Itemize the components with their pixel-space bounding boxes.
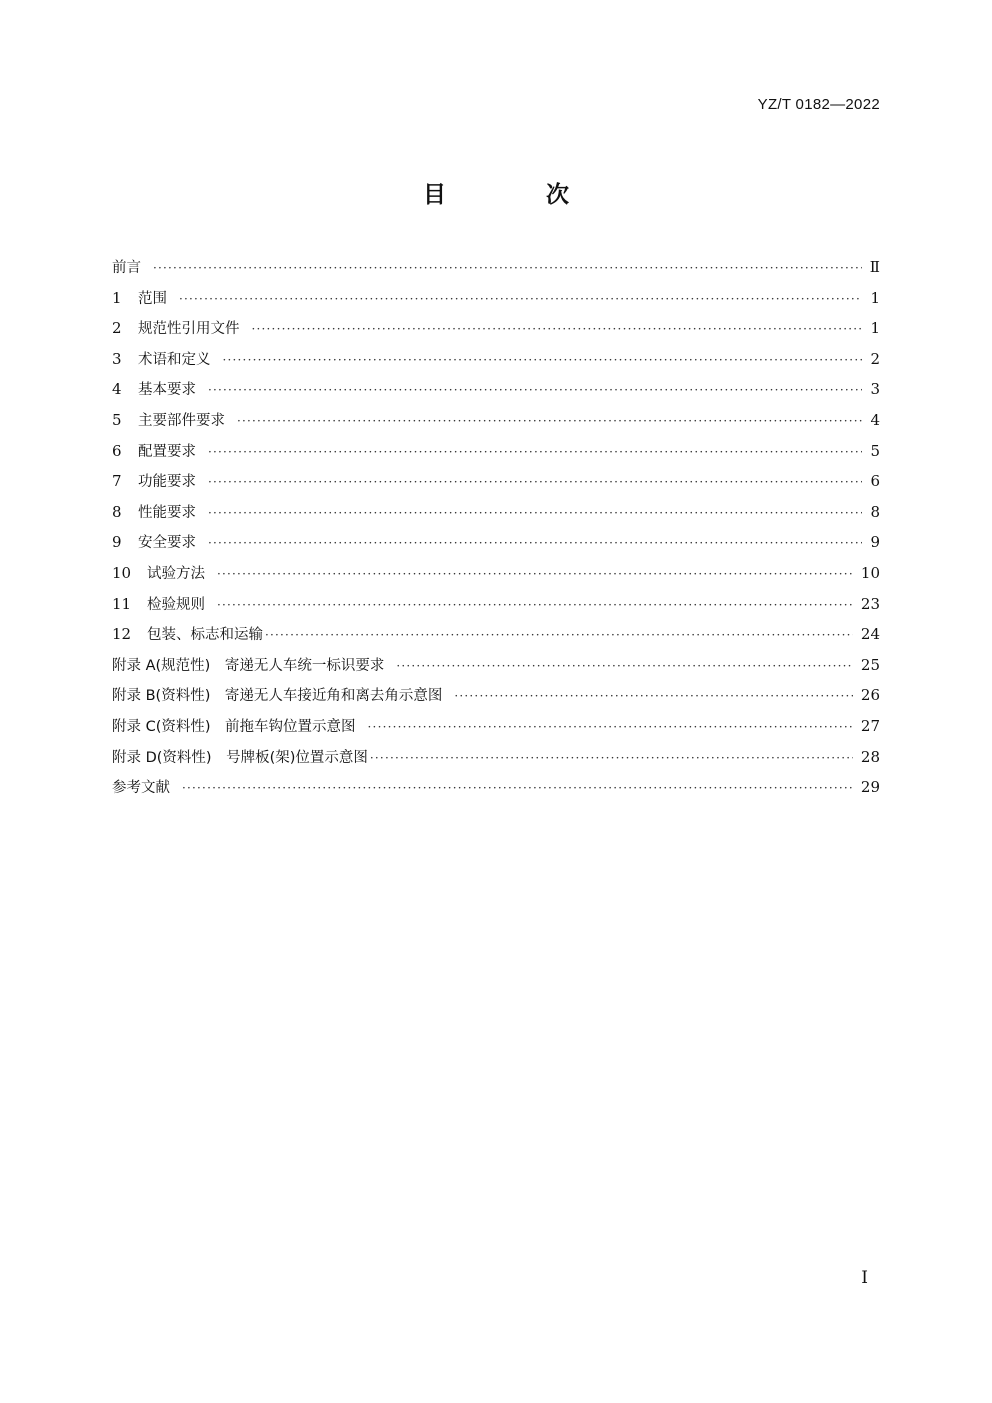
toc-leader-dots	[208, 445, 862, 459]
table-of-contents	[112, 256, 880, 807]
toc-entry-label: 附录 D(资料性) 号牌板(架)位置示意图	[112, 749, 368, 766]
toc-page-number: 2	[870, 349, 880, 368]
toc-entry-label: 术语和定义	[138, 351, 211, 368]
toc-section-number: 7	[112, 472, 122, 491]
document-code: YZ/T 0182—2022	[757, 96, 880, 113]
toc-entry-6[interactable]	[112, 440, 880, 471]
toc-leader-dots	[223, 353, 863, 367]
toc-leader-dots	[368, 720, 853, 734]
toc-page-number: 24	[860, 625, 880, 644]
toc-leader-dots	[396, 659, 853, 673]
toc-section-number: 1	[112, 288, 122, 307]
toc-entry-label: 试验方法	[147, 565, 205, 582]
toc-section-number: 10	[112, 563, 132, 582]
toc-page-number: 3	[870, 380, 880, 399]
toc-page-number: 6	[870, 472, 880, 491]
toc-leader-dots	[370, 751, 853, 765]
toc-leader-dots	[252, 322, 863, 336]
toc-entry-label: 性能要求	[138, 504, 196, 521]
toc-entry-label: 配置要求	[138, 443, 196, 460]
toc-page-number: 26	[860, 686, 880, 705]
toc-entry-2[interactable]	[112, 317, 880, 348]
toc-page-number: 28	[860, 747, 880, 766]
toc-leader-dots	[179, 292, 862, 306]
toc-entry-label: 包装、标志和运输	[147, 627, 263, 644]
page-number: I	[861, 1268, 868, 1288]
toc-section-number: 2	[112, 319, 122, 338]
toc-entry-8[interactable]	[112, 501, 880, 532]
toc-entry-label: 附录 A(规范性) 寄递无人车统一标识要求	[112, 657, 385, 674]
toc-entry-label: 主要部件要求	[138, 412, 225, 429]
page-title: 目 次	[422, 182, 615, 208]
toc-section-number: 5	[112, 410, 122, 429]
toc-page-number: 9	[870, 533, 880, 552]
toc-entry-7[interactable]	[112, 470, 880, 501]
toc-leader-dots	[217, 598, 853, 612]
toc-entry-label: 附录 C(资料性) 前拖车钩位置示意图	[112, 718, 356, 735]
toc-entry-appendix-d[interactable]	[112, 746, 880, 777]
toc-page-number: 8	[870, 502, 880, 521]
toc-entry-label: 参考文献	[112, 780, 170, 797]
toc-leader-dots	[208, 383, 862, 397]
toc-entry-12[interactable]	[112, 623, 880, 654]
toc-section-number: 12	[112, 625, 132, 644]
toc-entry-9[interactable]	[112, 531, 880, 562]
toc-entry-bibliography[interactable]	[112, 776, 880, 807]
toc-entry-label: 附录 B(资料性) 寄递无人车接近角和离去角示意图	[112, 688, 443, 705]
toc-leader-dots	[208, 506, 862, 520]
toc-entry-label: 安全要求	[138, 535, 196, 552]
toc-page-number: 5	[870, 441, 880, 460]
toc-entry-label: 基本要求	[138, 382, 196, 399]
toc-entry-4[interactable]	[112, 378, 880, 409]
toc-page-number: Ⅱ	[869, 258, 880, 276]
toc-leader-dots	[153, 261, 862, 275]
toc-section-number: 6	[112, 441, 122, 460]
toc-entry-5[interactable]	[112, 409, 880, 440]
toc-entry-label: 功能要求	[138, 474, 196, 491]
toc-entry-label: 检验规则	[147, 596, 205, 613]
toc-entry-appendix-c[interactable]	[112, 715, 880, 746]
toc-entry-label: 范围	[138, 290, 167, 307]
toc-page-number: 1	[870, 319, 880, 338]
toc-page-number: 10	[860, 563, 880, 582]
toc-section-number: 4	[112, 380, 122, 399]
toc-page-number: 1	[870, 288, 880, 307]
toc-leader-dots	[454, 689, 853, 703]
toc-section-number: 11	[112, 594, 132, 613]
toc-leader-dots	[208, 536, 862, 550]
toc-leader-dots	[208, 475, 862, 489]
toc-section-number: 9	[112, 533, 122, 552]
toc-page-number: 29	[860, 778, 880, 797]
toc-entry-appendix-b[interactable]	[112, 684, 880, 715]
toc-entry-appendix-a[interactable]	[112, 654, 880, 685]
toc-entry-foreword[interactable]	[112, 256, 880, 287]
toc-entry-3[interactable]	[112, 348, 880, 379]
toc-entry-10[interactable]	[112, 562, 880, 593]
toc-entry-11[interactable]	[112, 593, 880, 624]
toc-page-number: 4	[870, 410, 880, 429]
toc-leader-dots	[265, 628, 853, 642]
toc-leader-dots	[237, 414, 862, 428]
toc-leader-dots	[217, 567, 853, 581]
toc-entry-label: 规范性引用文件	[138, 321, 240, 338]
toc-page-number: 25	[860, 655, 880, 674]
toc-entry-1[interactable]	[112, 287, 880, 318]
toc-section-number: 3	[112, 349, 122, 368]
toc-page-number: 23	[860, 594, 880, 613]
toc-entry-label: 前言	[112, 260, 141, 276]
toc-leader-dots	[182, 781, 853, 795]
toc-page-number: 27	[860, 716, 880, 735]
toc-section-number: 8	[112, 502, 122, 521]
